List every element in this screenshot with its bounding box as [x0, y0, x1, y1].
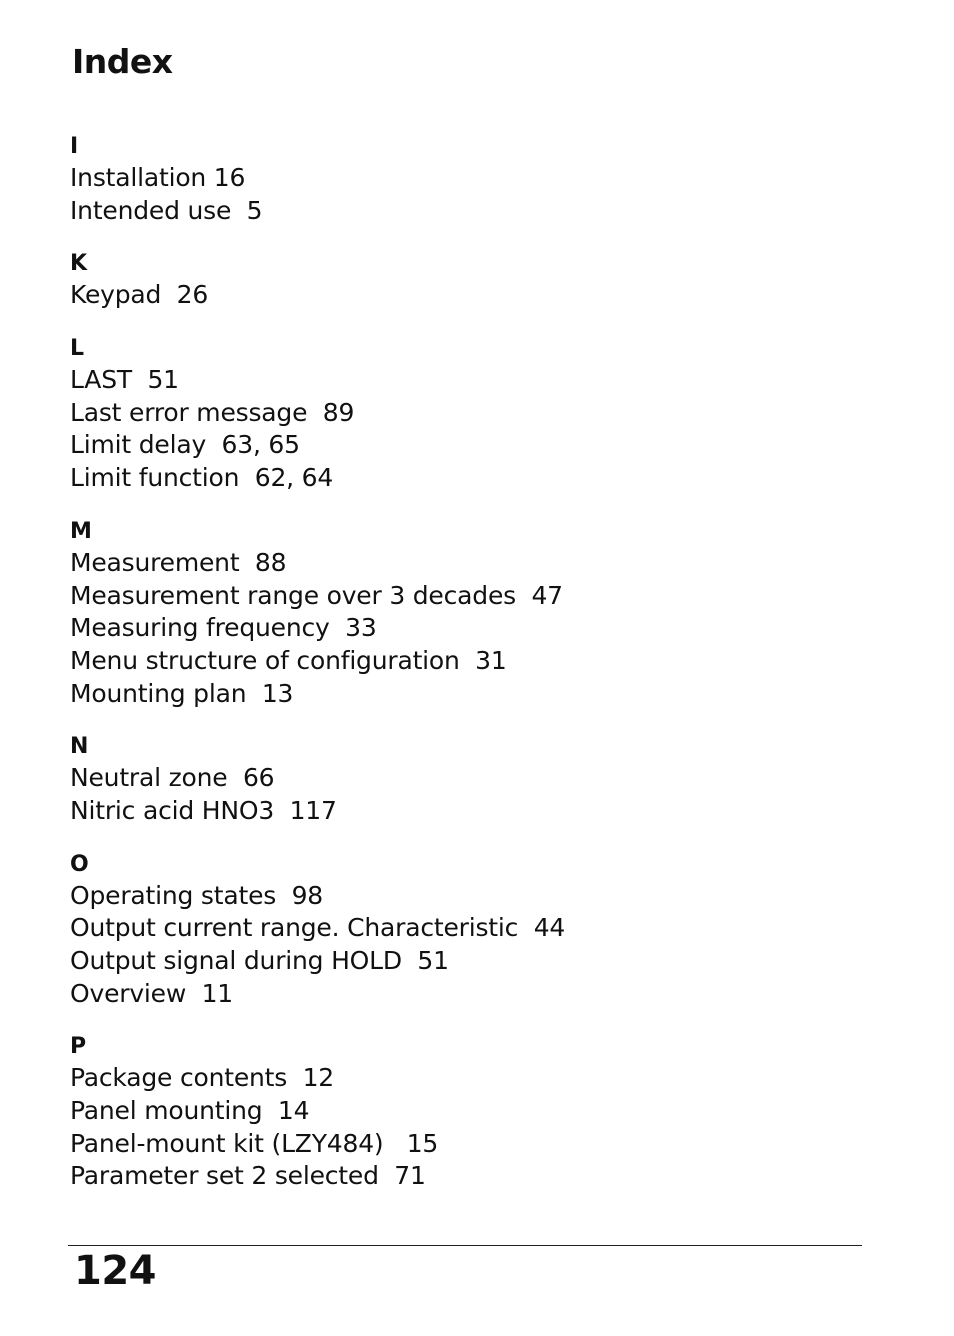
footer-divider	[68, 1245, 862, 1246]
index-entry: Measurement range over 3 decades 47	[70, 580, 563, 610]
index-entry: Package contents 12	[70, 1063, 335, 1093]
index-entry: Panel-mount kit (LZY484) 15	[70, 1128, 439, 1158]
index-entry: Neutral zone 66	[70, 763, 275, 793]
index-section-m	[70, 517, 890, 710]
index-entry: Menu structure of configuration 31	[70, 645, 507, 675]
index-entry: Intended use 5	[70, 195, 263, 225]
index-entry: Last error message 89	[70, 397, 355, 427]
index-entry: Mounting plan 13	[70, 678, 294, 708]
index-entry: Measuring frequency 33	[70, 613, 377, 643]
index-entry: Nitric acid HNO3 117	[70, 795, 337, 825]
index-section-k	[70, 249, 890, 312]
page-title: Index	[72, 42, 173, 81]
index-section-l	[70, 334, 890, 495]
index-entry: Limit function 62, 64	[70, 463, 334, 493]
index-entry: Parameter set 2 selected 71	[70, 1161, 426, 1191]
index-entry: Keypad 26	[70, 280, 209, 310]
section-letter: K	[70, 251, 88, 277]
index-entry: Panel mounting 14	[70, 1096, 310, 1126]
section-letter: O	[70, 851, 89, 877]
index-entry: Limit delay 63, 65	[70, 430, 300, 460]
section-letter: M	[70, 518, 92, 544]
index-entry: LAST 51	[70, 365, 179, 395]
index-entry: Overview 11	[70, 978, 234, 1008]
index-section-o	[70, 850, 890, 1011]
section-letter: N	[70, 734, 89, 760]
index-list	[70, 132, 890, 1215]
section-letter: L	[70, 336, 85, 362]
index-section-n	[70, 732, 890, 827]
page-number: 124	[74, 1248, 156, 1294]
section-letter: P	[70, 1034, 87, 1060]
index-entry: Output signal during HOLD 51	[70, 946, 449, 975]
index-section-p	[70, 1032, 890, 1193]
section-letter: I	[70, 134, 79, 159]
index-entry: Output current range. Characteristic 44	[70, 913, 566, 943]
index-entry: Installation 16	[70, 163, 246, 192]
index-section-i	[70, 132, 890, 227]
index-entry: Measurement 88	[70, 547, 287, 577]
index-entry: Operating states 98	[70, 880, 323, 910]
